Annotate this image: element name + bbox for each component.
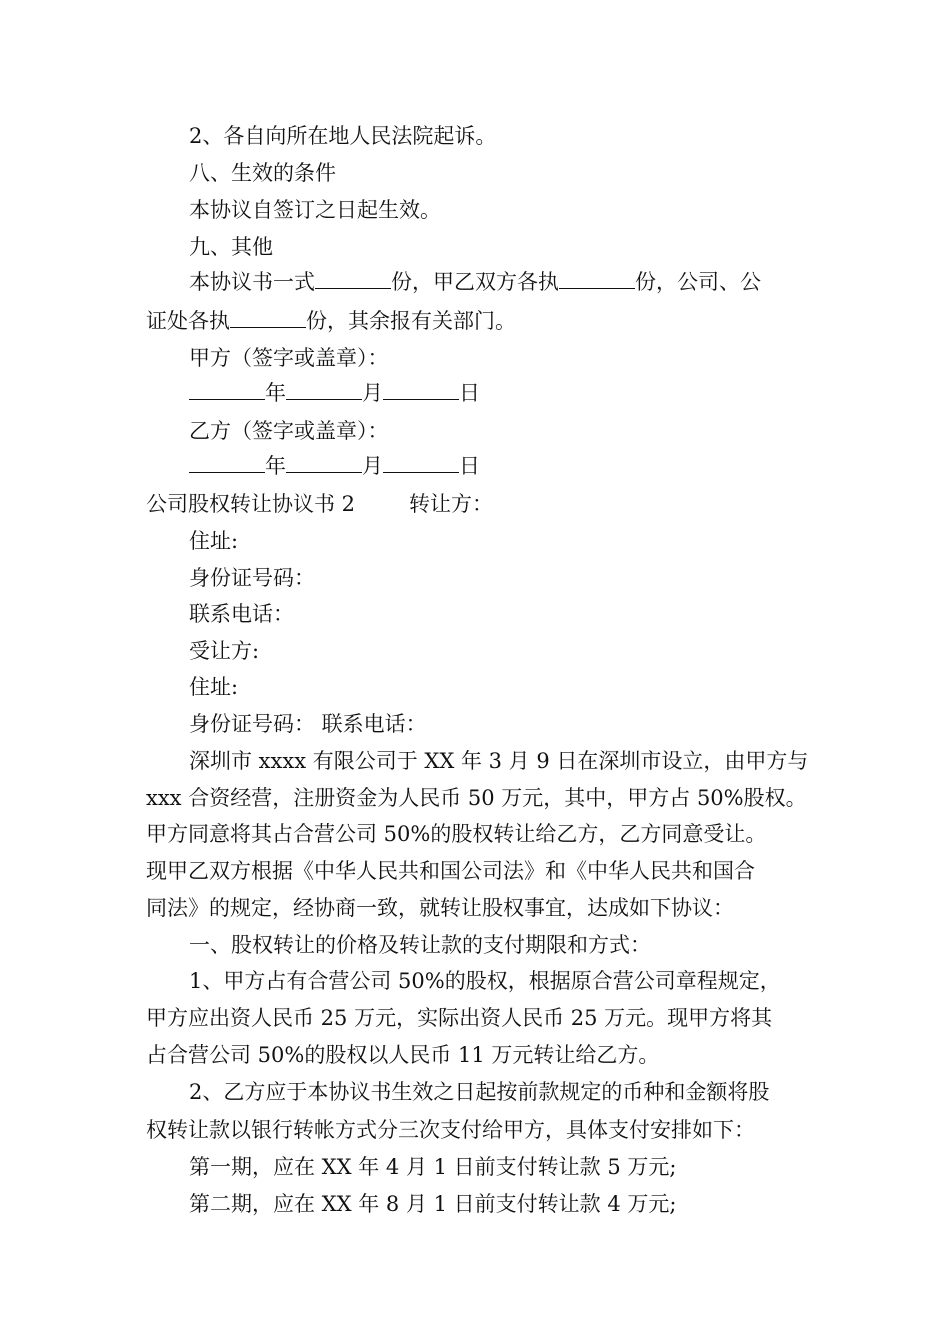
payment-installment: 第二期，应在 XX 年 8 月 1 日前支付转让款 4 万元; (189, 1192, 677, 1216)
clause-text: 2、各自向所在地人民法院起诉。 (189, 124, 497, 148)
clause-text: 份，公司、公 (635, 270, 761, 294)
clause-text: 证处各执 (146, 309, 230, 333)
body-text: 甲方应出资人民币 25 万元，实际出资人民币 25 万元。现甲方将其 (146, 1006, 773, 1030)
body-text: 2、乙方应于本协议书生效之日起按前款规定的币种和金额将股 (189, 1080, 770, 1104)
clause-text: 本协议书一式 (189, 270, 315, 294)
transferee-label: 受让方: (189, 639, 260, 663)
fill-blank (383, 377, 459, 400)
fill-blank (286, 450, 362, 473)
date-day-label: 日 (459, 454, 480, 478)
id-number-label: 身份证号码： (189, 566, 315, 590)
document-title-line (146, 488, 950, 520)
section-heading: 八、生效的条件 (189, 161, 336, 185)
fill-blank (189, 450, 265, 473)
fill-blank (230, 305, 306, 328)
clause-text: 本协议自签订之日起生效。 (189, 198, 441, 222)
copies-clause-line (189, 266, 950, 298)
body-text: 占合营公司 50%的股权以人民币 11 万元转让给乙方。 (146, 1043, 660, 1067)
address-label: 住址: (189, 529, 239, 553)
clause-text: 份，其余报有关部门。 (306, 309, 516, 333)
body-text: 甲方同意将其占合营公司 50%的股权转让给乙方，乙方同意受让。 (146, 822, 767, 846)
party-a-signature-label: 甲方（签字或盖章）： (189, 346, 389, 370)
section-heading: 九、其他 (189, 235, 273, 259)
document-title: 公司股权转让协议书 2 (146, 492, 356, 516)
body-text: 现甲乙双方根据《中华人民共和国公司法》和《中华人民共和国合 (146, 859, 755, 883)
date-line (189, 450, 950, 482)
clause-text: 份，甲乙双方各执 (391, 270, 559, 294)
body-text: 深圳市 xxxx 有限公司于 XX 年 3 月 9 日在深圳市设立，由甲方与 (189, 749, 809, 773)
body-text: 权转让款以银行转帐方式分三次支付给甲方，具体支付安排如下： (146, 1118, 755, 1142)
fill-blank (559, 266, 635, 289)
party-b-signature-label: 乙方（签字或盖章）： (189, 419, 389, 443)
transferor-label: 转让方： (409, 492, 494, 516)
date-month-label: 月 (362, 381, 383, 405)
copies-clause-line (146, 305, 950, 337)
address-label: 住址: (189, 675, 239, 699)
body-text: xxx 合资经营，注册资金为人民币 50 万元，其中，甲方占 50%股权。 (146, 786, 807, 810)
payment-installment: 第一期，应在 XX 年 4 月 1 日前支付转让款 5 万元; (189, 1155, 677, 1179)
date-year-label: 年 (265, 454, 286, 478)
date-line (189, 377, 950, 409)
id-phone-label: 身份证号码： 联系电话： (189, 712, 427, 736)
section-heading: 一、股权转让的价格及转让款的支付期限和方式： (189, 933, 651, 957)
fill-blank (286, 377, 362, 400)
date-day-label: 日 (459, 381, 480, 405)
fill-blank (315, 266, 391, 289)
fill-blank (189, 377, 265, 400)
phone-label: 联系电话： (189, 602, 294, 626)
date-year-label: 年 (265, 381, 286, 405)
date-month-label: 月 (362, 454, 383, 478)
body-text: 同法》的规定，经协商一致，就转让股权事宜，达成如下协议： (146, 896, 734, 920)
fill-blank (383, 450, 459, 473)
body-text: 1、甲方占有合营公司 50%的股权，根据原合营公司章程规定， (189, 969, 781, 993)
